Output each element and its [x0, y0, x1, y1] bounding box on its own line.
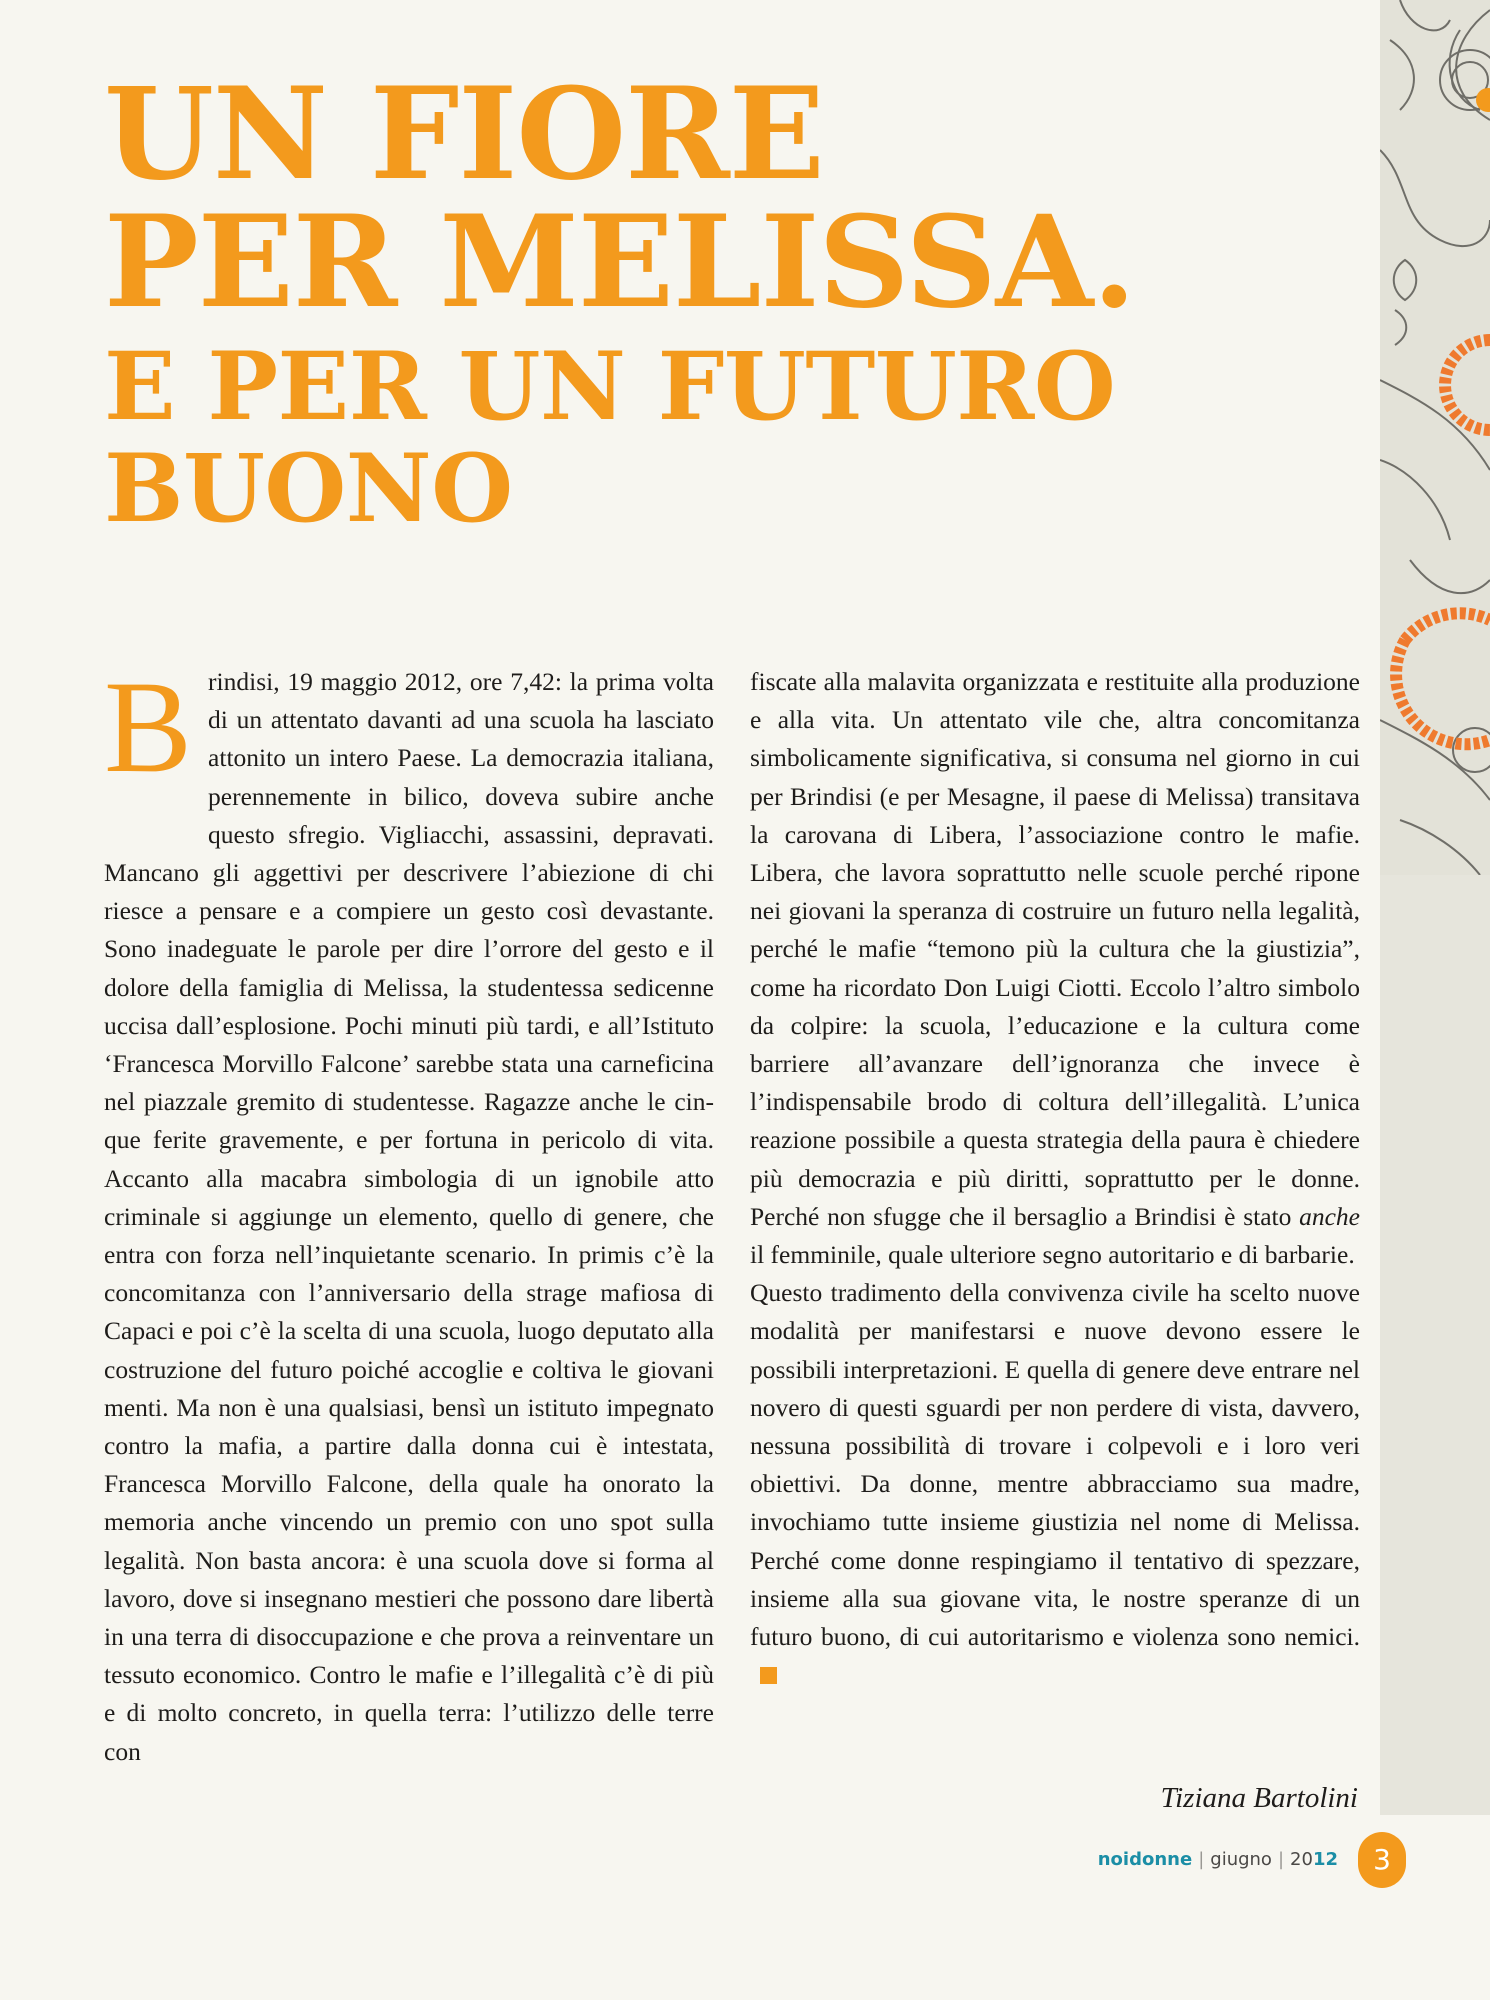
drop-cap: B — [104, 653, 193, 800]
column-2-text-c: Questo tradimento della convivenza civile ha scelto nuove modalità per manifestarsi e nuove devono essere le possibili interpretazioni. E quella di genere deve entrare nel novero di questi sguardi per non perdere di vista, davvero, nessuna possibilità di trovare i colpevoli e i loro veri obiettivi. Da donne, mentre abbracciamo sua madre, invochiamo tutte insieme giustizia nel nome di Melissa. Perché come donne respingiamo il tentativo di spezzare, insieme alla sua giovane vita, le nostre speranze di un futuro buono, di cui autoritarismo e violenza sono nemici. — [750, 1278, 1360, 1652]
end-of-article-square-icon — [760, 1667, 777, 1684]
floral-ornament-illustration — [1380, 0, 1490, 875]
magazine-brand: noidonne — [1097, 1849, 1193, 1870]
page-footer — [1098, 1848, 1338, 1872]
headline-line-3: E PER UN FUTURO — [104, 332, 1116, 442]
column-1-text: rindisi, 19 maggio 2012, ore 7,42: la prima volta di un attentato davanti ad una scuola ha lasciato attonito un intero Paese. La democrazia italiana, perennemente in bilico, doveva subire anche questo sfregio. Vigliacchi, assassini, depravati. Mancano gli aggettivi per descrivere l’abiezione di chi riesce a pensare e a compiere un gesto così devastante. Sono inadeguate le parole per dire l’orrore del gesto e il dolore della famiglia di Melissa, la studentessa sedicenne uccisa dall’esplosione. Pochi minuti più tardi, e all’Istituto ‘Francesca Morvillo Falcone’ sarebbe stata una carneficina nel piazzale gremito di studentesse. Ragazze anche le cinque ferite gravemente, e per fortuna in pericolo di vita. Accanto alla macabra simbologia di un ignobile atto criminale si aggiunge un elemento, quello di genere, che entra con forza nell’inquietante scenario. In primis c’è la concomitanza con l’anniversario della strage mafiosa di Capaci e poi c’è la scelta di una scuola, luogo deputato alla costruzione del futuro poiché accoglie e coltiva le giovani menti. Ma non è una qualsiasi, bensì un istituto impegnato contro la mafia, a partire dalla donna cui è intestata, Francesca Morvillo Falcone, della quale ha onorato la memoria anche vincendo un premio con uno spot sulla legalità. Non basta ancora: è una scuola dove si forma al lavoro, dove si insegnano mestieri che possono dare libertà in una terra di disoccupazione e che prova a reinventare un tessuto economico. Contro le mafie e l’illegalità c’è di più e di molto concreto, in quella terra: l’utilizzo delle terre con — [104, 667, 714, 1766]
article-column-1 — [104, 653, 714, 1771]
issue-year-suffix: 12 — [1312, 1849, 1338, 1870]
footer-separator: | — [1198, 1849, 1205, 1870]
footer-separator: | — [1277, 1849, 1285, 1870]
headline-line-4: BUONO — [104, 434, 513, 544]
issue-year-prefix: 20 — [1290, 1849, 1313, 1870]
article-headline — [104, 60, 1394, 544]
column-2-text-b: il femminile, quale ulteriore segno autoritario e di barbarie. — [750, 1240, 1355, 1270]
article-author: Tiziana Bartolini — [1160, 1782, 1358, 1814]
column-2-paragraph-1 — [750, 663, 1360, 1274]
page-number-badge: 3 — [1358, 1832, 1406, 1888]
issue-month: giugno — [1210, 1849, 1272, 1870]
emphasis-word: anche — [1299, 1201, 1360, 1231]
headline-line-2: PER MELISSA. — [104, 188, 1136, 336]
headline-line-1: UN FIORE — [104, 60, 824, 208]
column-2-paragraph-2 — [750, 1274, 1360, 1694]
column-2-text-a: fiscate alla malavita organizzata e restituite alla produzione e alla vita. Un attentato vile che, altra concomitanza simbolicamente significativa, si consuma nel giorno in cui per Brindisi (e per Mesagne, il paese di Melissa) transitava la carovana di Libera, l’associazione contro le mafie. Libera, che lavora soprattutto nelle scuole perché ripone nei giovani la speranza di costruire un futuro nella legalità, perché le mafie “temono più la cultura che la giustizia”, come ha ricordato Don Luigi Ciotti. Eccolo l’altro simbolo da colpire: la scuola, l’educazione e la cultura come barriere all’avanzare dell’ignoranza che invece è l’indispensabile brodo di coltura dell’illegalità. L’unica reazione possibile a questa strategia della paura è chiedere più democrazia e più diritti, soprattutto per le donne. Perché non sfugge che il bersaglio a Brindisi è stato — [750, 667, 1360, 1231]
article-column-2 — [750, 663, 1360, 1694]
